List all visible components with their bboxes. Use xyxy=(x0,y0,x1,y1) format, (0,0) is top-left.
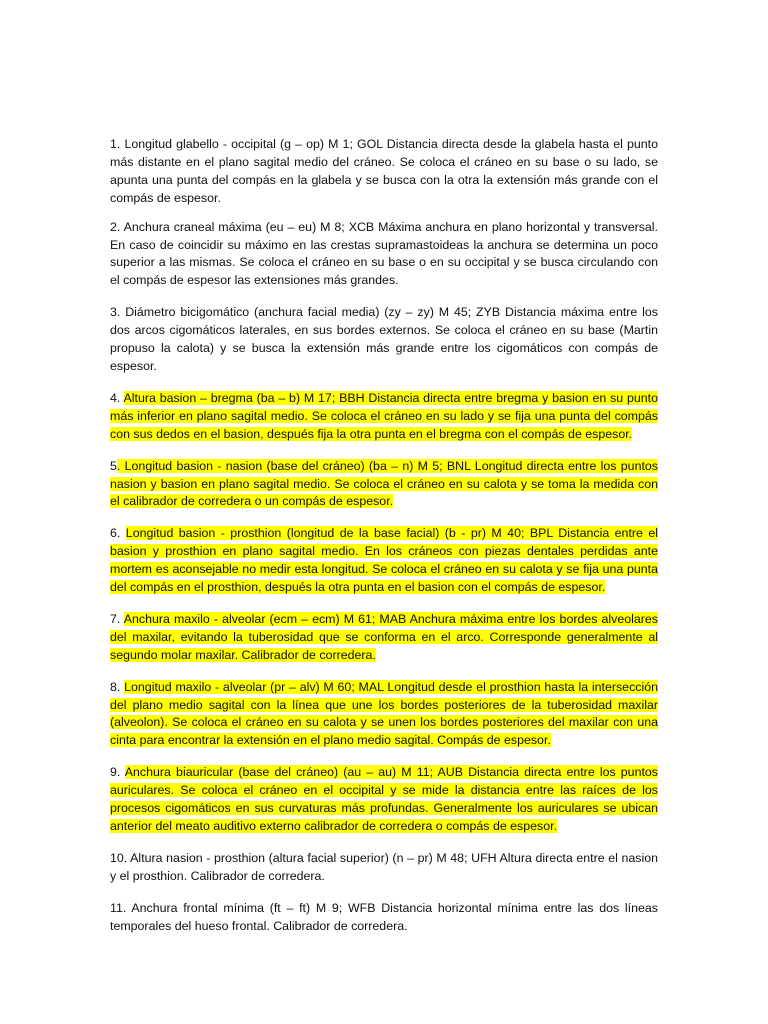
item-text: . Longitud basion - nasion (base del cráneo) (ba – n) M 5; BNL Longitud directa entre los puntos nasion y basion en plano sagital medio. Se coloca el cráneo en su calota y se toma la medida con el calibrador de corredera o un compás de espesor. xyxy=(110,458,658,509)
item-number: 4. xyxy=(110,390,121,405)
measurement-item xyxy=(110,764,658,836)
item-spacer xyxy=(120,526,125,540)
item-number: 8. xyxy=(110,679,121,694)
measurement-item xyxy=(110,136,658,208)
measurement-item xyxy=(110,525,658,597)
item-number: 11. xyxy=(110,900,127,915)
measurement-item xyxy=(110,850,658,886)
measurement-item xyxy=(110,900,658,936)
item-text: Anchura craneal máxima (eu – eu) M 8; XCB Máxima anchura en plano horizontal y transversal. En caso de coincidir su máximo en las crestas supramastoideas la anchura se determina un poco superior a las mismas. Se coloca el cráneo en su base o en su occipital y se busca circulando con el compás de espesor las extensiones más grandes. xyxy=(110,219,658,288)
item-text: Anchura biauricular (base del cráneo) (au – au) M 11; AUB Distancia directa entre los puntos auriculares. Se coloca el cráneo en el occipital y se mide la distancia entre las raíces de los procesos cigomáticos en sus curvaturas más profundas. Generalmente los auriculares se ubican anterior del meato auditivo externo calibrador de corredera o compás de espesor. xyxy=(110,765,658,833)
item-text: Diámetro bicigomático (anchura facial media) (zy – zy) M 45; ZYB Distancia máxima entre los dos arcos cigomáticos laterales, en sus bordes externos. Se coloca el cráneo en su base (Martin propuso la calota) y se busca la extensión más grande entre los cigomáticos con compás de espesor. xyxy=(110,305,658,373)
measurement-item xyxy=(110,304,658,376)
item-number: 2. xyxy=(110,219,121,234)
item-text: Altura nasion - prosthion (altura facial superior) (n – pr) M 48; UFH Altura directa entre el nasion y el prosthion. Calibrador de corredera. xyxy=(110,850,658,883)
item-number: 3. xyxy=(110,305,121,320)
item-text: Longitud glabello - occipital (g – op) M 1; GOL Distancia directa desde la glabela hasta el punto más distante en el plano sagital medio del cráneo. Se coloca el cráneo en su base o su lado, se apunta una punta del compás en la glabela y se busca con la otra la extensión más grande con el compás de espesor. xyxy=(110,137,658,205)
measurement-list xyxy=(110,136,658,950)
measurement-item xyxy=(110,219,658,291)
item-number: 1. xyxy=(110,137,121,151)
item-text: Altura basion – bregma (ba – b) M 17; BBH Distancia directa entre bregma y basion en su punto más inferior en plano sagital medio. Se coloca el cráneo en su lado y se fija una punta del compás con sus dedos en el basion, después fija la otra punta en el bregma con el compás de espesor. xyxy=(110,390,659,441)
measurement-item xyxy=(110,390,658,444)
item-number: 9. xyxy=(110,765,121,780)
measurement-item xyxy=(110,458,658,512)
item-number: 10. xyxy=(110,850,128,865)
item-number: 5 xyxy=(110,458,117,473)
item-text: Longitud maxilo - alveolar (pr – alv) M 60; MAL Longitud desde el prosthion hasta la intersección del plano medio sagital con la línea que une los bordes posteriores de la tuberosidad maxilar (alveolon). Se coloca el cráneo en su calota y se unen los bordes posteriores del maxilar con una cinta para encontrar la extensión en el plano medio sagital. Compás de espesor. xyxy=(110,679,658,748)
measurement-item xyxy=(110,611,658,665)
item-text: Anchura maxilo - alveolar (ecm – ecm) M 61; MAB Anchura máxima entre los bordes alveolares del maxilar, evitando la tuberosidad que se conforma en el arco. Corresponde generalmente al segundo molar maxilar. Calibrador de corredera. xyxy=(110,611,658,662)
measurement-item xyxy=(110,679,658,751)
item-number: 6. xyxy=(110,526,121,541)
item-text: Longitud basion - prosthion (longitud de la base facial) (b - pr) M 40; BPL Distancia entre el basion y prosthion en plano sagital medio. En los cráneos con piezas dentales perdidas ante mortem es aconsejable no medir esta longitud. Se coloca el cráneo en su calota y se fija una punta del compás en el prosthion, después la otra punta en el basion con el compás de espesor. xyxy=(110,526,658,595)
item-text: Anchura frontal mínima (ft – ft) M 9; WFB Distancia horizontal mínima entre las dos líneas temporales del hueso frontal. Calibrador de corredera. xyxy=(110,900,658,933)
item-number: 7. xyxy=(110,611,121,626)
